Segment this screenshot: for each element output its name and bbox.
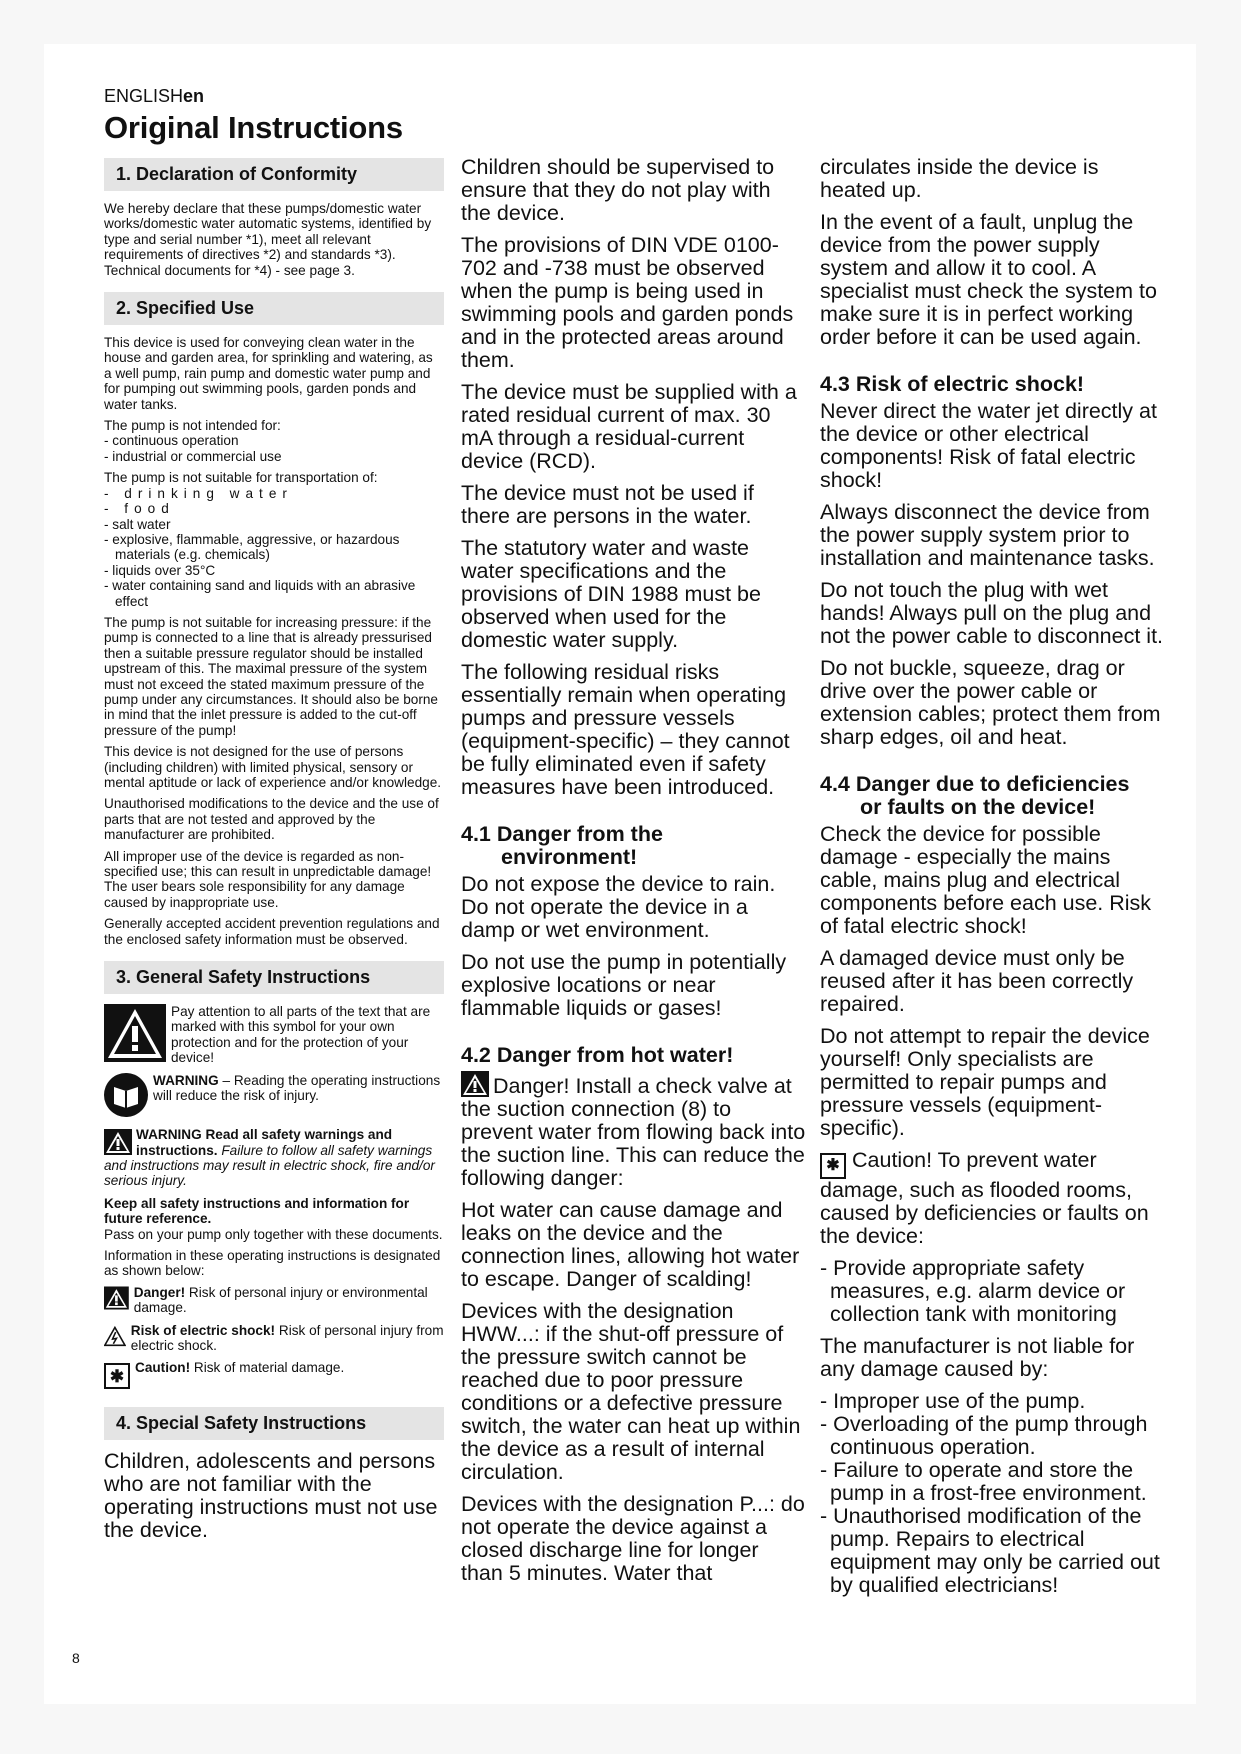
heading-4-3: 4.3 Risk of electric shock! [820,372,1085,396]
information-text: Information in these operating instructions is designated as shown below: [104,1247,441,1279]
section-heading-general-safety: 3. General Safety Instructions [104,961,444,994]
list-item: - Overloading of the pump through continuous operation. [820,1412,1148,1459]
warning-triangle-icon [104,1129,132,1155]
paragraph: Do not attempt to repair the device yourself! Only specialists are permitted to repair pumps and pressure vessels (equipment-specific). [820,1024,1150,1140]
caution-legend-row: ✱ Caution! Risk of material damage. [104,1360,444,1389]
list-item: - Improper use of the pump. [820,1389,1086,1413]
list-item: - liquids over 35°C [104,562,216,578]
liability-list [820,1390,1165,1597]
paragraph: Do not use the pump in potentially explosive locations or near flammable liquids or gases! [461,950,787,1020]
column-1 [104,156,444,1551]
danger-legend-row: Danger! Risk of personal injury or environmental damage. [104,1285,444,1316]
heading-4-1: 4.1 Danger from the environment! [461,822,663,869]
paragraph: Never direct the water jet directly at the device or other electrical components! Risk of fatal electric shock! [820,399,1157,492]
heading-4-2: 4.2 Danger from hot water! [461,1043,734,1067]
paragraph: Check the device for possible damage - especially the mains cable, mains plug and electrical components before each use. Risk of fatal electric shock! [820,822,1152,938]
paragraph: circulates inside the device is heated up. [820,155,1099,202]
read-manual-icon [104,1073,148,1120]
paragraph: Danger! Install a check valve at the suction connection (8) to prevent water from flowing back into the suction line. This can reduce the following danger: [461,1071,806,1190]
list-item: - explosive, flammable, aggressive, or hazardous materials (e.g. chemicals) [104,531,400,563]
danger-triangle-icon [104,1285,129,1311]
persons-text: This device is not designed for the use of persons (including children) with limited physical, sensory or mental aptitude or lack of experience and/or knowledge. [104,744,442,790]
warning-reading-row: WARNING – Reading the operating instructions will reduce the risk of injury. [104,1073,444,1120]
section-heading-special-safety: 4. Special Safety Instructions [104,1407,444,1440]
paragraph: Always disconnect the device from the power supply system prior to installation and maintenance tasks. [820,500,1155,570]
pressure-text: The pump is not suitable for increasing pressure: if the pump is connected to a line that is already pressurised then a suitable pressure regulator should be installed upstream of this. The maximal pressure of the system must not exceed the stated maximum pressure of the pump under any circumstances. It should also be borne in mind that the inlet pressure is added to the cut-off pressure of the pump! [104,614,438,738]
not-intended-list: The pump is not intended for: - continuous operation - industrial or commercial use [104,418,444,464]
heading-4-4: 4.4 Danger due to deficiencies or faults on the device! [820,772,1130,819]
page-title: Original Instructions [104,110,403,145]
paragraph: Children should be supervised to ensure that they do not play with the device. [461,155,775,225]
paragraph: Do not expose the device to rain. Do not operate the device in a damp or wet environment. [461,872,776,942]
paragraph: The device must be supplied with a rated residual current of max. 30 mA through a residual-current device (RCD). [461,380,797,473]
attention-text: Pay attention to all parts of the text that are marked with this symbol for your own protection and for the protection of your device! [171,1004,431,1066]
paragraph: A damaged device must only be reused after it has been correctly repaired. [820,946,1134,1016]
column-3 [820,156,1165,1606]
special-safety-text: Children, adolescents and persons who are not familiar with the operating instructions must not use the device. [104,1449,438,1543]
safety-measures-list [820,1257,1165,1326]
paragraph: In the event of a fault, unplug the device from the power supply system and allow it to cool. A specialist must check the system to make sure it is in perfect working order before it can be used again. [820,210,1157,349]
page-number: 8 [72,1650,80,1666]
section-heading-specified-use: 2. Specified Use [104,292,444,325]
paragraph: The device must not be used if there are persons in the water. [461,481,754,528]
column-2 [461,156,806,1594]
paragraph: Hot water can cause damage and leaks on the device and the connection lines, allowing hot water to escape. Danger of scalding! [461,1198,800,1291]
specified-use-text: This device is used for conveying clean water in the house and garden area, for sprinkling and watering, as a well pump, rain pump and domestic water pump and for pumping out swimming pools, garden ponds and water tanks. [104,335,433,412]
list-item: - salt water [104,516,171,532]
paragraph: The provisions of DIN VDE 0100-702 and -738 must be observed when the pump is being used in swimming pools and garden ponds and in the protected areas around them. [461,233,794,372]
list-item: - industrial or commercial use [104,448,282,464]
list-item: - Provide appropriate safety measures, e.g. alarm device or collection tank with monitoring [820,1256,1126,1326]
improper-use-text: All improper use of the device is regarded as non-specified use; this can result in unpredictable damage! The user bears sole responsibility for any damage caused by inappropriate use. [104,848,432,910]
section-heading-declaration: 1. Declaration of Conformity [104,158,444,191]
warning-triangle-icon [104,1004,166,1066]
list-item: - continuous operation [104,433,239,449]
list-item: - water containing sand and liquids with an abrasive effect [104,578,416,609]
attention-row [104,1004,444,1066]
paragraph: Devices with the designation HWW...: if the shut-off pressure of the pressure switch cannot be reached due to poor pressure conditions or a defective pressure switch, the water can heat up within the device as a result of internal circulation. [461,1299,801,1484]
list-item: - Unauthorised modification of the pump. Repairs to electrical equipment may only be carried out by qualified electricians! [820,1504,1160,1597]
language-label: ENGLISHen [104,86,205,106]
shock-legend-row: Risk of electric shock! Risk of personal injury from electric shock. [104,1323,444,1354]
keep-instructions-text: Pass on your pump only together with these documents. [104,1226,443,1242]
not-suitable-list: The pump is not suitable for transportation of: - drinking water - food - salt water - explosive, flammable, aggressive, or hazardous materials (e.g. chemicals) - liquids over 35°C - water containing sand and liquids with an abrasive effect [104,470,444,609]
list-item: - drinking water [104,485,293,501]
declaration-text: We hereby declare that these pumps/domestic water works/domestic water automatic systems, identified by type and serial number *1), meet all relevant requirements of directives *2) and standards *3). Technical documents for *4) - see page 3. [104,201,432,278]
paragraph: Devices with the designation P...: do not operate the device against a closed discharge line for longer than 5 minutes. Water that [461,1492,805,1585]
list-item: - food [104,501,175,517]
unauthorised-text: Unauthorised modifications to the device and the use of parts that are not tested and approved by the manufacturer are prohibited. [104,796,439,843]
caution-icon: ✱ [820,1153,846,1179]
paragraph: Do not buckle, squeeze, drag or drive over the power cable or extension cables; protect them from sharp edges, oil and heat. [820,656,1161,749]
warning-all-row: WARNING Read all safety warnings and instructions. Failure to follow all safety warnings and instructions may result in electric shock, fire and/or serious injury. [104,1127,435,1189]
paragraph: The following residual risks essentially remain when operating pumps and pressure vessels (equipment-specific) – they cannot be fully eliminated even if safety measures have been introduced. [461,660,790,799]
electric-shock-icon [104,1323,126,1349]
danger-triangle-icon [461,1071,489,1097]
paragraph: ✱ Caution! To prevent water damage, such as flooded rooms, caused by deficiencies or faults on the device: [820,1148,1149,1248]
paragraph: Do not touch the plug with wet hands! Always pull on the plug and not the power cable to disconnect it. [820,578,1164,648]
keep-instructions-heading: Keep all safety instructions and information for future reference. [104,1195,410,1227]
paragraph: The manufacturer is not liable for any damage caused by: [820,1334,1135,1381]
accident-prevention-text: Generally accepted accident prevention regulations and the enclosed safety information must be observed. [104,916,440,947]
list-item: - Failure to operate and store the pump in a frost-free environment. [820,1458,1147,1505]
caution-icon: ✱ [104,1363,130,1389]
paragraph: The statutory water and waste water specifications and the provisions of DIN 1988 must be observed when used for the domestic water supply. [461,536,761,652]
